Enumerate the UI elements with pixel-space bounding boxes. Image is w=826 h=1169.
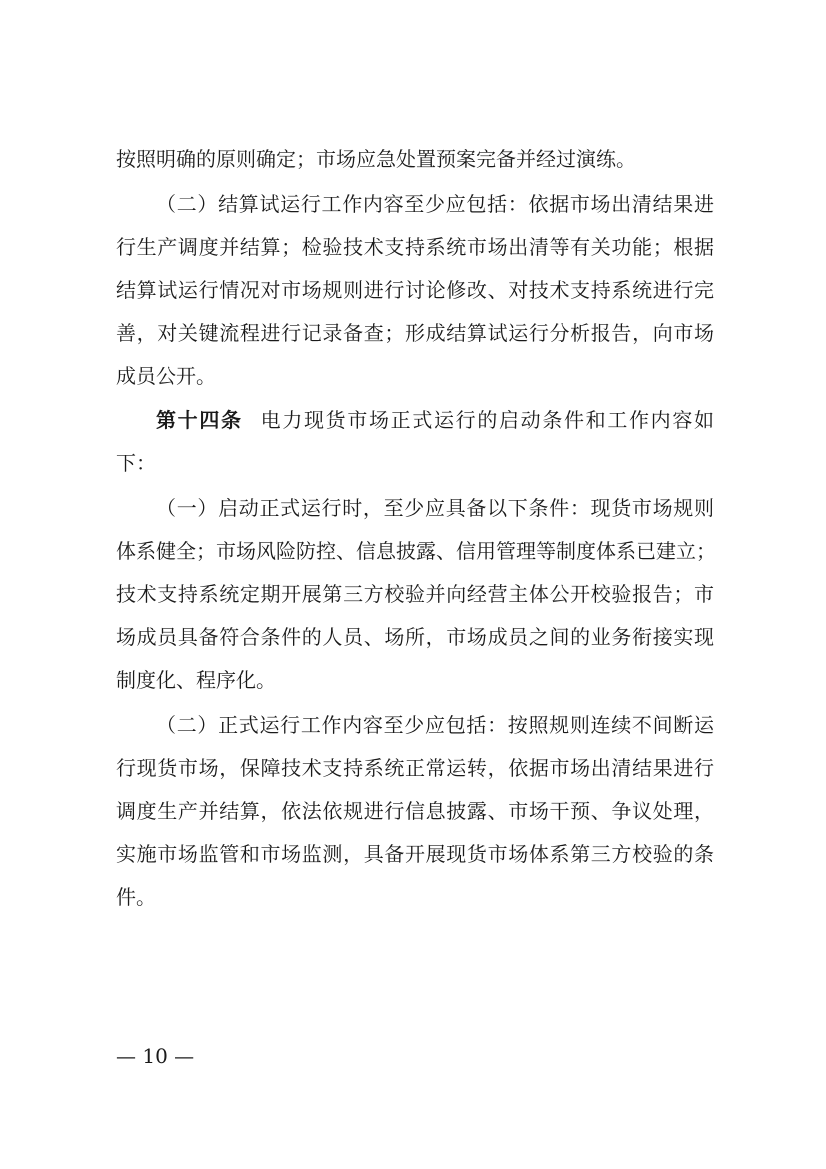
paragraph-line: 体系健全；市场风险防控、信息披露、信用管理等制度体系已建立； (116, 539, 716, 563)
paragraph-line: （二）正式运行工作内容至少应包括：按照规则连续不间断运 (156, 713, 714, 737)
paragraph-line: （二）结算试运行工作内容至少应包括：依据市场出清结果进 (156, 192, 714, 216)
paragraph-line: 行现货市场，保障技术支持系统正常运转，依据市场出清结果进行 (116, 756, 714, 780)
paragraph-line: 场成员具备符合条件的人员、场所，市场成员之间的业务衔接实现 (116, 625, 714, 649)
paragraph-line: 调度生产并结算，依法依规进行信息披露、市场干预、争议处理， (116, 799, 714, 823)
paragraph-line: 制度化、程序化。 (116, 668, 276, 692)
paragraph-line: 成员公开。 (116, 364, 216, 388)
paragraph-line: 件。 (116, 885, 156, 909)
article-line (156, 406, 714, 434)
paragraph-line: （一）启动正式运行时，至少应具备以下条件：现货市场规则 (156, 496, 714, 520)
paragraph-line: 实施市场监管和市场监测，具备开展现货市场体系第三方校验的条 (116, 842, 714, 866)
paragraph-line: 技术支持系统定期开展第三方校验并向经营主体公开校验报告；市 (116, 582, 714, 606)
paragraph-line: 行生产调度并结算；检验技术支持系统市场出清等有关功能；根据 (116, 235, 714, 259)
page-number: — 10 — (116, 1044, 195, 1068)
paragraph-line: 善，对关键流程进行记录备查；形成结算试运行分析报告，向市场 (116, 321, 714, 345)
paragraph-line: 下： (116, 451, 156, 475)
paragraph-line: 结算试运行情况对市场规则进行讨论修改、对技术支持系统进行完 (116, 278, 714, 302)
article-heading: 第十四条 (156, 408, 243, 432)
paragraph-line: 按照明确的原则确定；市场应急处置预案完备并经过演练。 (116, 147, 636, 171)
article-text: 电力现货市场正式运行的启动条件和工作内容如 (260, 408, 715, 432)
